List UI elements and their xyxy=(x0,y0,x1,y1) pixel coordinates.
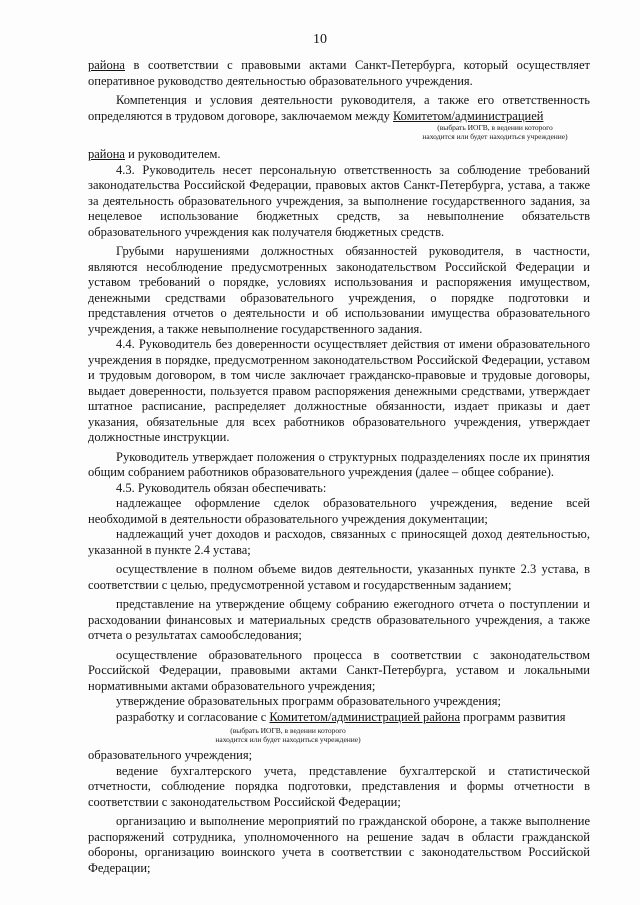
paragraph-4-4: 4.4. Руководитель без доверенности осуществляет действия от имени образовательного учреждения в порядке, предусмотренном законодательством Российской Федерации, уставом и трудовым договором, в том числе заключает гражданско-правовые и трудовые договоры, выдает доверенности, пользуется правом распоряжения денежными средствами, утверждает штатное расписание, распределяет должностные обязанности, издает приказы и дает указания, обязательные для всех работников образовательного учреждения, утверждает должностные инструкции. xyxy=(88,337,590,444)
paragraph-development-programs: разработку и согласование с Комитетом/администрацией района программ развития (выбрать ИОГВ, в ведении которого находится или будет находиться учреждение) образовательного учреждения; xyxy=(88,709,566,762)
page-number: 10 xyxy=(313,32,327,47)
paragraph-competence: Компетенция и условия деятельности руководителя, а также его ответственность определяются в трудовом договоре, заключаемом между Комитетом/администрацией (выбрать ИОГВ, в ведении которого находится или будет находиться учреждение) района и руководителем. xyxy=(88,93,590,161)
paragraph-4-3: 4.3. Руководитель несет персональную ответственность за соблюдение требований законодательства Российской Федерации, правовых актов Санкт-Петербурга, устава, а также за деятельность образовательного учреждения, за выполнение государственного задания, за нецелевое использование бюджетных средств, за невыполнение обязательств образовательного учреждения как получателя бюджетных средств. xyxy=(88,162,590,239)
underlined-committee-district: Комитетом/администрацией района xyxy=(269,709,461,724)
paragraph-civil-defense: организацию и выполнение мероприятий по гражданской обороне, а также выполнение распоряжений сотрудника, уполномоченного на решение задач в области гражданской обороны, организацию воинского учета в соответствии с законодательством Российской Федерации; xyxy=(88,814,590,875)
paragraph-4-5: 4.5. Руководитель обязан обеспечивать: xyxy=(116,480,327,495)
paragraph-annual-report: представление на утверждение общему собранию ежегодного отчета о поступлении и расходовании финансовых и материальных средств образовательного учреждения, а также отчета о результатах самообследования; xyxy=(88,597,590,642)
paragraph-programs: утверждение образовательных программ образовательного учреждения; xyxy=(116,694,501,708)
document-body xyxy=(88,58,590,876)
footnote-choose-iogv: (выбрать ИОГВ, в ведении которого находится или будет находиться учреждение) xyxy=(422,123,568,141)
paragraph-transactions: надлежащее оформление сделок образовательного учреждения, ведение всей необходимой в деятельности образовательного учреждения документации; xyxy=(88,496,590,526)
paragraph-accounting: ведение бухгалтерского учета, представление бухгалтерской и статистической отчетности, соблюдение порядка подготовки, представления и формы отчетности в соответствии с законодательством Российской Федерации; xyxy=(88,763,590,809)
paragraph-violations: Грубыми нарушениями должностных обязанностей руководителя, в частности, являются несоблюдение предусмотренных законодательством Российской Федерации и уставом требований о порядке, условиях использования и распоряжения имуществом, денежными средствами образовательного учреждения, о порядке подготовки и представления отчетов о деятельности и об использовании имущества образовательного учреждения, а также невыполнение государственного задания. xyxy=(88,244,590,336)
paragraph-continuation: района в соответствии с правовыми актами Санкт-Петербурга, который осуществляет оперативное руководство деятельностью образовательного учреждения. xyxy=(88,58,590,88)
underlined-committee: Комитетом/администрацией xyxy=(392,108,544,123)
underlined-district: района xyxy=(88,58,125,72)
footnote-choose-iogv-2: (выбрать ИОГВ, в ведении которого находится или будет находиться учреждение) xyxy=(215,726,361,744)
paragraph-educational-process: осуществление образовательного процесса в соответствии с законодательством Российской Федерации, правовыми актами Санкт-Петербурга, уставом и локальными нормативными актами образовательного учреждения; xyxy=(88,647,590,693)
paragraph-activities: осуществление в полном объеме видов деятельности, указанных пункте 2.3 устава, в соответствии с целью, предусмотренной уставом и государственным заданием; xyxy=(88,562,590,592)
paragraph-income-accounting: надлежащий учет доходов и расходов, связанных с приносящей доход деятельностью, указанной в пункте 2.4 устава; xyxy=(88,527,590,557)
paragraph-regulations: Руководитель утверждает положения о структурных подразделениях после их принятия общим собранием работников образовательного учреждения (далее – общее собрание). xyxy=(88,449,590,479)
underlined-district-2: района xyxy=(88,147,125,161)
